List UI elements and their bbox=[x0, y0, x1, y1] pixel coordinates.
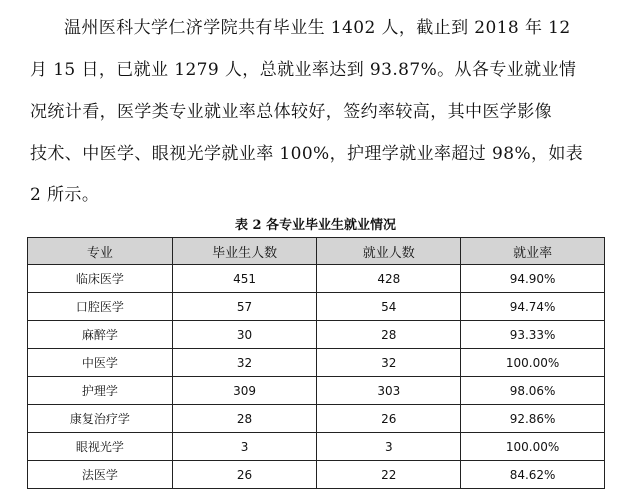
cell-major: 临床医学 bbox=[28, 265, 173, 293]
cell-rate: 92.86% bbox=[461, 405, 605, 433]
cell-rate: 93.33% bbox=[461, 321, 605, 349]
cell-rate: 100.00% bbox=[461, 349, 605, 377]
table-row bbox=[28, 293, 605, 321]
table-row bbox=[28, 433, 605, 461]
cell-major: 护理学 bbox=[28, 377, 173, 405]
cell-graduates: 32 bbox=[172, 349, 317, 377]
table-row bbox=[28, 405, 605, 433]
cell-major: 麻醉学 bbox=[28, 321, 173, 349]
employment-table bbox=[27, 237, 605, 489]
paragraph-line-1: 温州医科大学仁济学院共有毕业生 1402 人，截止到 2018 年 12 bbox=[64, 18, 571, 38]
cell-employed: 28 bbox=[317, 321, 461, 349]
paragraph-line-4: 技术、中医学、眼视光学就业率 100%，护理学就业率超过 98%，如表 bbox=[30, 144, 584, 164]
table-header-row bbox=[28, 238, 605, 265]
header-employment-rate: 就业率 bbox=[461, 238, 605, 265]
cell-graduates: 28 bbox=[172, 405, 317, 433]
cell-major: 眼视光学 bbox=[28, 433, 173, 461]
cell-employed: 26 bbox=[317, 405, 461, 433]
cell-graduates: 26 bbox=[172, 461, 317, 489]
table-row bbox=[28, 265, 605, 293]
cell-employed: 32 bbox=[317, 349, 461, 377]
cell-rate: 84.62% bbox=[461, 461, 605, 489]
cell-graduates: 309 bbox=[172, 377, 317, 405]
table-row bbox=[28, 377, 605, 405]
cell-major: 法医学 bbox=[28, 461, 173, 489]
cell-employed: 428 bbox=[317, 265, 461, 293]
cell-rate: 100.00% bbox=[461, 433, 605, 461]
cell-graduates: 57 bbox=[172, 293, 317, 321]
cell-major: 口腔医学 bbox=[28, 293, 173, 321]
cell-employed: 54 bbox=[317, 293, 461, 321]
cell-graduates: 30 bbox=[172, 321, 317, 349]
cell-employed: 303 bbox=[317, 377, 461, 405]
header-major: 专业 bbox=[28, 238, 173, 265]
header-graduates: 毕业生人数 bbox=[172, 238, 317, 265]
cell-rate: 98.06% bbox=[461, 377, 605, 405]
table-title: 表 2 各专业毕业生就业情况 bbox=[234, 218, 397, 233]
table-row bbox=[28, 461, 605, 489]
cell-graduates: 451 bbox=[172, 265, 317, 293]
header-employed: 就业人数 bbox=[317, 238, 461, 265]
paragraph-line-3: 况统计看，医学类专业就业率总体较好，签约率较高，其中医学影像 bbox=[30, 102, 552, 122]
table-row bbox=[28, 321, 605, 349]
table-row bbox=[28, 349, 605, 377]
paragraph-line-5: 2 所示。 bbox=[30, 185, 100, 205]
cell-graduates: 3 bbox=[172, 433, 317, 461]
paragraph-line-2: 月 15 日，已就业 1279 人，总就业率达到 93.87%。从各专业就业情 bbox=[30, 60, 577, 80]
cell-employed: 3 bbox=[317, 433, 461, 461]
cell-major: 中医学 bbox=[28, 349, 173, 377]
cell-rate: 94.90% bbox=[461, 265, 605, 293]
cell-rate: 94.74% bbox=[461, 293, 605, 321]
cell-employed: 22 bbox=[317, 461, 461, 489]
cell-major: 康复治疗学 bbox=[28, 405, 173, 433]
